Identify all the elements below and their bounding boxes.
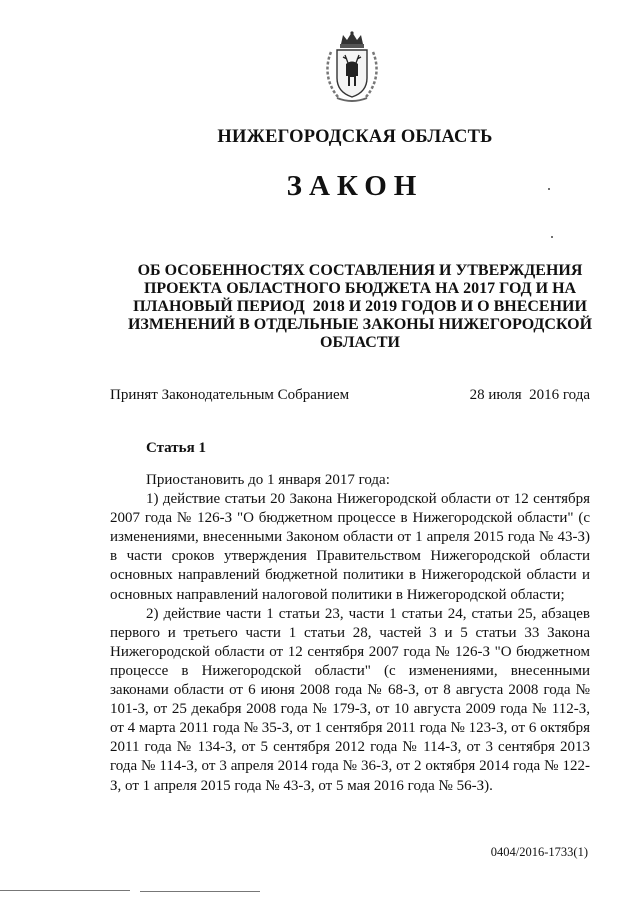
document-type: ЗАКОН [286,170,424,202]
article-paragraph: Приостановить до 1 января 2017 года: [146,472,390,488]
scan-dot [548,188,550,190]
coat-of-arms-icon [323,30,381,104]
scan-line [0,890,130,891]
law-title [110,262,610,352]
article-paragraph: 2) действие части 1 статьи 23, части 1 статьи 24, статьи 25, абзацев первого и третьего части 1 статьи 28, частей 3 и 5 статьи 33 Закона Нижегородской области от 12 сентября 2007 года № 126-З "О бюджетном процессе в Нижегородской области" (с изменениями, внесенными законами области от 6 июня 2008 года № 68-З, от 8 августа 2008 года № 101-З, от 25 декабря 2008 года № 179-З, от 10 августа 2009 года № 112-З, от 4 марта 2011 года № 35-З, от 1 сентября 2011 года № 123-З, от 6 октября 2011 года № 134-З, от 5 сентября 2012 года № 114-З, от 3 сентября 2013 года № 114-З, от 3 апреля 2014 года № 36-З, от 2 октября 2014 года № 122-З, от 1 апреля 2015 года № 43-З, от 5 мая 2016 года № 56-З). [110,605,590,794]
region-name: НИЖЕГОРОДСКАЯ ОБЛАСТЬ [217,127,493,147]
scan-line [140,891,260,892]
article-body [110,471,590,796]
adopted-date: 28 июля 2016 года [469,387,590,403]
scan-dot [551,236,553,238]
article-heading: Статья 1 [146,440,206,456]
law-title-line: ИЗМЕНЕНИЙ В ОТДЕЛЬНЫЕ ЗАКОНЫ НИЖЕГОРОДСКОЙ [127,316,593,333]
law-title-line: ПРОЕКТА ОБЛАСТНОГО БЮДЖЕТА НА 2017 ГОД И НА [143,280,577,297]
article-paragraph: 1) действие статьи 20 Закона Нижегородской области от 12 сентября 2007 года № 126-З "О бюджетном процессе в Нижегородской области" (с изменениями, внесенными Законом области от 1 апреля 2015 года № 43-З) в части сроков утверждения Правительством Нижегородской области основных направлений бюджетной политики в Нижегородской области и основных направлений налоговой политики в Нижегородской области; [110,491,590,603]
adopted-by: Принят Законодательным Собранием [110,387,350,403]
law-title-line: ОБ ОСОБЕННОСТЯХ СОСТАВЛЕНИЯ И УТВЕРЖДЕНИЯ [137,262,583,279]
document-code: 0404/2016-1733(1) [490,845,588,859]
law-title-line: ПЛАНОВЫЙ ПЕРИОД 2018 И 2019 ГОДОВ И О ВНЕСЕНИИ [133,298,587,315]
law-title-line: ОБЛАСТИ [320,334,400,351]
